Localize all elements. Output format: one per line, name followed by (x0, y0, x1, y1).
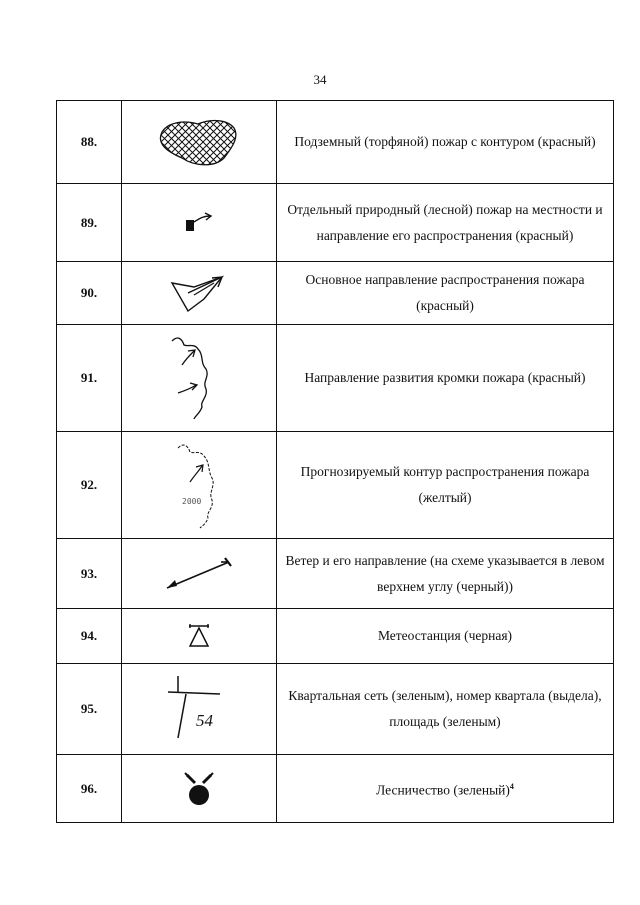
row-number: 94. (57, 609, 122, 664)
description: Прогнозируемый контур распространения пожара (желтый) (277, 432, 614, 539)
description: Ветер и его направление (на схеме указывается в левом верхнем углу (черный)) (277, 539, 614, 609)
description: Метеостанция (черная) (277, 609, 614, 664)
quarter-number: 54 (196, 711, 213, 730)
single-fire-direction-icon (174, 208, 224, 238)
table-row (57, 325, 614, 432)
table-row (57, 101, 614, 184)
description: Отдельный природный (лесной) пожар на местности и направление его распространения (красный) (277, 184, 614, 262)
main-fire-direction-icon (164, 271, 234, 315)
row-number: 92. (57, 432, 122, 539)
forestry-icon (179, 769, 219, 809)
symbol-cell (122, 432, 277, 539)
weather-station-icon (184, 622, 214, 650)
description: Квартальная сеть (зеленым), номер квартала (выдела), площадь (зеленым) (277, 664, 614, 755)
symbol-cell (122, 262, 277, 325)
fire-edge-direction-icon (164, 333, 234, 423)
symbol-cell (122, 755, 277, 823)
table-row (57, 432, 614, 539)
symbol-cell (122, 664, 277, 755)
table-row (57, 664, 614, 755)
description: Направление развития кромки пожара (красный) (277, 325, 614, 432)
symbol-cell (122, 539, 277, 609)
description-text: Лесничество (зеленый) (376, 782, 510, 798)
table-row (57, 609, 614, 664)
symbols-table (56, 100, 614, 823)
hatched-peat-fire-icon (154, 114, 244, 170)
table-row (57, 184, 614, 262)
symbol-cell (122, 609, 277, 664)
row-number: 96. (57, 755, 122, 823)
forecast-contour-label: 2000 (182, 497, 202, 506)
row-number: 89. (57, 184, 122, 262)
forecast-fire-contour-icon (164, 440, 234, 530)
row-number: 93. (57, 539, 122, 609)
table-row (57, 755, 614, 823)
description: Основное направление распространения пожара (красный) (277, 262, 614, 325)
symbol-cell (122, 184, 277, 262)
table-row (57, 262, 614, 325)
wind-arrow-icon (159, 554, 239, 594)
quarter-grid-icon (164, 674, 234, 744)
symbol-cell (122, 101, 277, 184)
table-row (57, 539, 614, 609)
description (277, 755, 614, 823)
footnote-marker: 4 (509, 781, 514, 791)
row-number: 91. (57, 325, 122, 432)
description: Подземный (торфяной) пожар с контуром (красный) (277, 101, 614, 184)
row-number: 90. (57, 262, 122, 325)
page-number: 34 (313, 72, 327, 87)
row-number: 95. (57, 664, 122, 755)
symbol-cell (122, 325, 277, 432)
row-number: 88. (57, 101, 122, 184)
